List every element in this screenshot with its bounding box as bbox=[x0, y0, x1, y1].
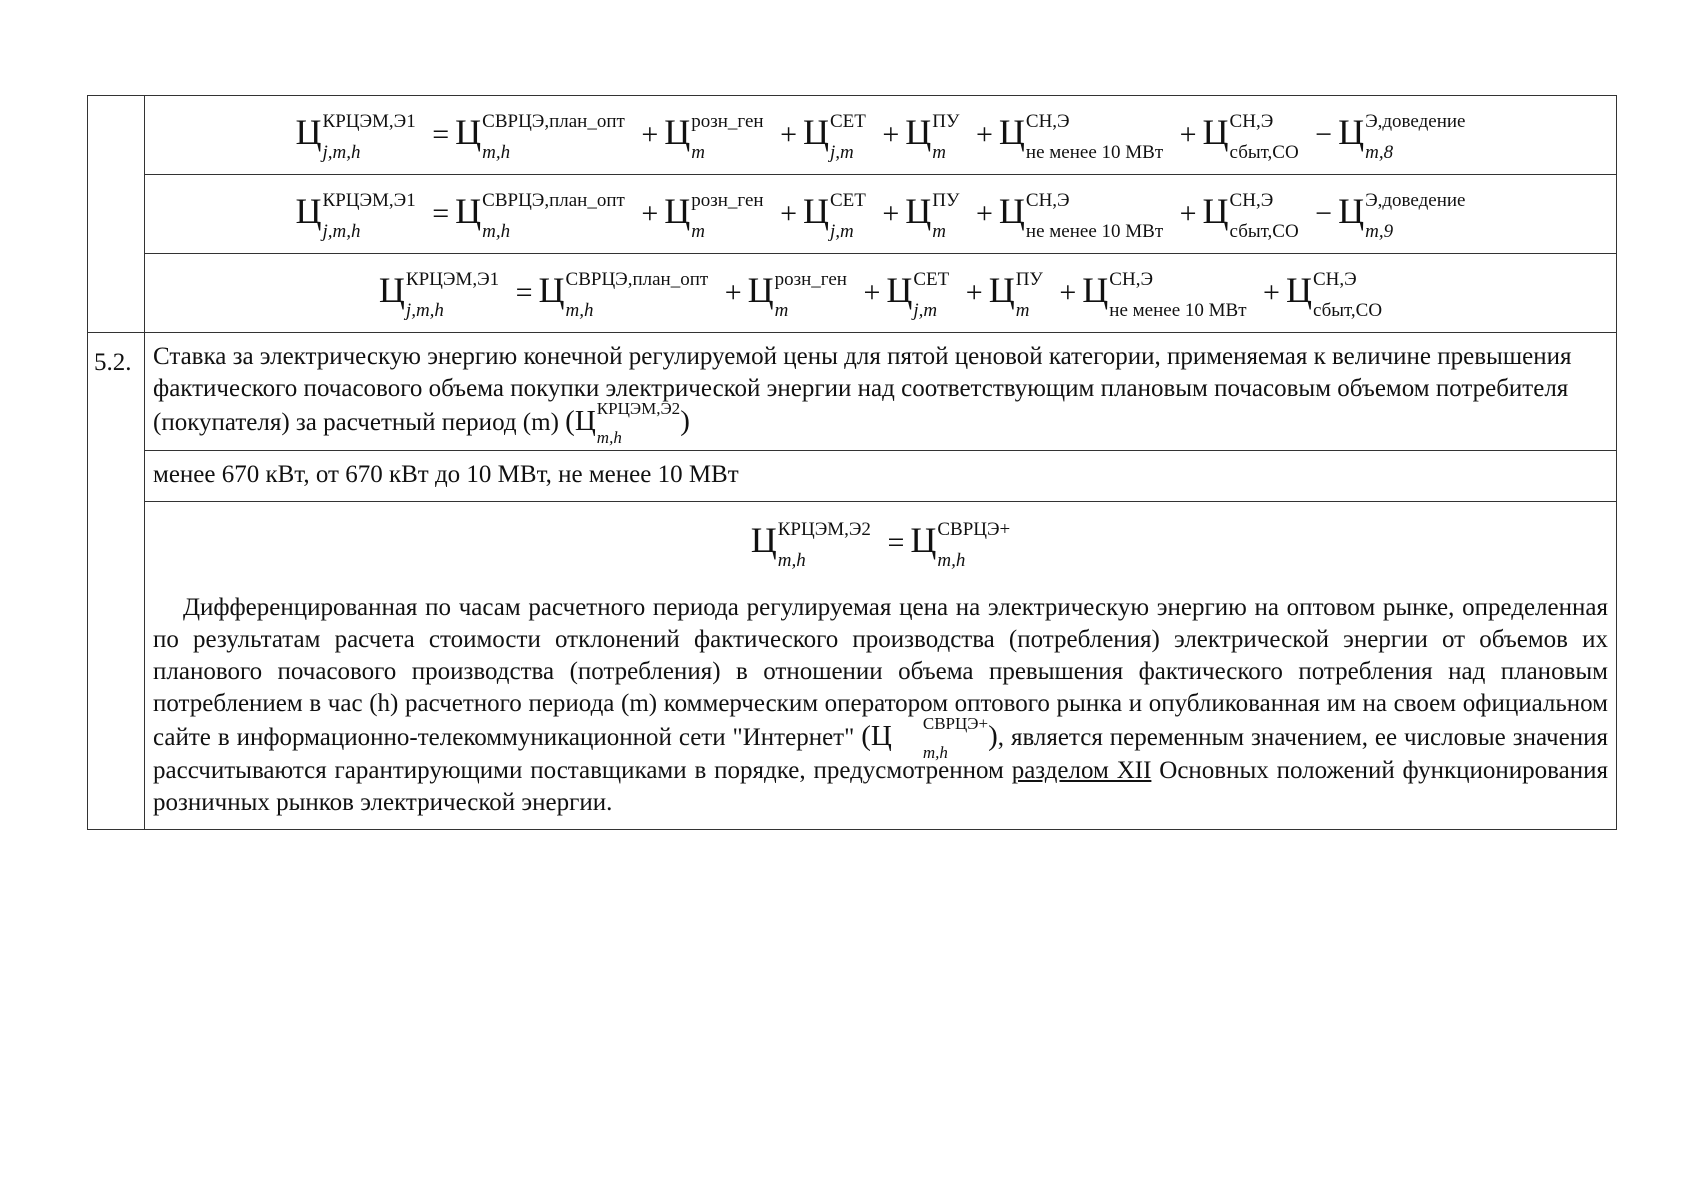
definition-row bbox=[88, 502, 1617, 830]
formula: Ц КРЦЭМ,Э1 j,m,h = Ц СВРЦЭ,план_опт m,h + Ц розн_ген m + Ц СЕТ j,m + Ц ПУ m + Ц СН,Э не менее 10 МВт + Ц СН,Э сбыт,СО bbox=[378, 268, 1383, 321]
category-text: менее 670 кВт, от 670 кВт до 10 МВт, не менее 10 МВт bbox=[153, 461, 739, 489]
formula: Ц КРЦЭМ,Э1 j,m,h = Ц СВРЦЭ,план_опт m,h + Ц розн_ген m + Ц СЕТ j,m + Ц ПУ m + Ц СН,Э не менее 10 МВт + Ц СН,Э сбыт,СО − Ц Э,доведение m,8 bbox=[295, 110, 1466, 163]
formula-row-1 bbox=[88, 96, 1617, 175]
formula-row-3 bbox=[88, 254, 1617, 333]
definition-cell bbox=[145, 502, 1617, 830]
paragraph-inline-formula: (Ц СВРЦЭ+ m,h ) bbox=[861, 713, 998, 762]
price-table bbox=[87, 95, 1617, 830]
formula-cell bbox=[145, 254, 1617, 333]
formula: Ц КРЦЭМ,Э2 m,h = Ц СВРЦЭ+ m,h bbox=[750, 518, 1011, 571]
formula: Ц КРЦЭМ,Э1 j,m,h = Ц СВРЦЭ,план_опт m,h + Ц розн_ген m + Ц СЕТ j,m + Ц ПУ m + Ц СН,Э не менее 10 МВт + Ц СН,Э сбыт,СО − Ц Э,доведение m,9 bbox=[295, 189, 1466, 242]
section-heading-text: Ставка за электрическую энергию конечной регулируемой цены для пятой ценовой категории, применяемая к величине превышения фактического почасового объема покупки электрической энергии над соответствующим плановым почасовым объемом потребителя (покупателя) за расчетный период (m) bbox=[153, 343, 1572, 436]
formula-row-2 bbox=[88, 175, 1617, 254]
formula-cell bbox=[145, 96, 1617, 175]
section-5-2-heading-row bbox=[88, 333, 1617, 451]
section-heading bbox=[145, 333, 1617, 451]
section-xii-link[interactable]: разделом XII bbox=[1011, 756, 1152, 784]
category-row bbox=[88, 451, 1617, 502]
definition-paragraph: Дифференцированная по часам расчетного периода регулируемая цена на электрическую энергию на оптовом рынке, определенная по результатам расчета стоимости отклонений фактического производства (потребления) электрической энергии от объемов их планового почасового производства (потребления) в отношении объема превышения фактического потребления над плановым потреблением в час (h) расчетного периода (m) коммерческим оператором оптового рынка и опубликованная им на своем официальном сайте в информационно-телекоммуникационной сети "Интернет" (Ц СВРЦЭ+ m,h ), является переменным значением, ее числовые значения рассчитываются гарантирующими поставщиками в порядке, предусмотренном разделом XII Основных положений функционирования розничных рынков электрической энергии. bbox=[153, 593, 1608, 816]
category-cell bbox=[145, 451, 1617, 502]
row-number-empty bbox=[88, 96, 145, 333]
formula-cell bbox=[145, 175, 1617, 254]
row-number: 5.2. bbox=[94, 349, 132, 376]
row-number-cell bbox=[88, 333, 145, 830]
heading-inline-formula: (Ц КРЦЭМ,Э2 m,h ) bbox=[565, 399, 690, 448]
